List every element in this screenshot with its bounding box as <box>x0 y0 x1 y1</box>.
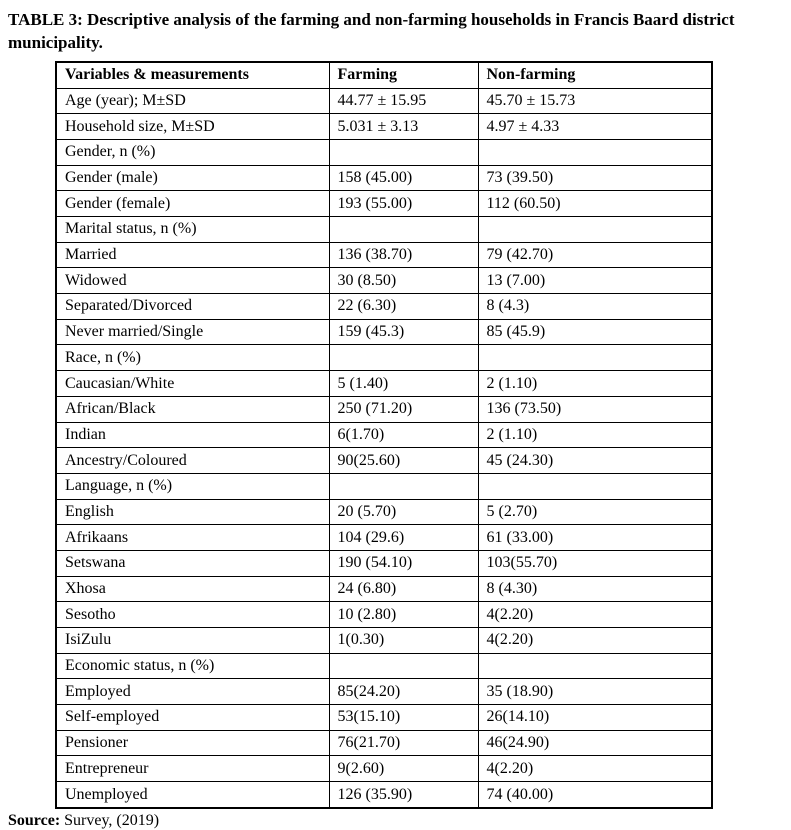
cell-nonfarming: 45.70 ± 15.73 <box>478 88 712 114</box>
cell-farming: 9(2.60) <box>329 756 478 782</box>
cell-nonfarming: 73 (39.50) <box>478 165 712 191</box>
cell-label: African/Black <box>56 396 329 422</box>
cell-label: Sesotho <box>56 602 329 628</box>
table-row <box>56 730 712 756</box>
cell-farming: 159 (45.3) <box>329 319 478 345</box>
source-note <box>8 812 791 830</box>
table-row <box>56 396 712 422</box>
cell-label: Economic status, n (%) <box>56 653 329 679</box>
cell-label: Race, n (%) <box>56 345 329 371</box>
cell-nonfarming <box>478 473 712 499</box>
section-row <box>56 217 712 243</box>
cell-label: Xhosa <box>56 576 329 602</box>
cell-nonfarming: 8 (4.30) <box>478 576 712 602</box>
cell-label: Gender (female) <box>56 191 329 217</box>
cell-label: Married <box>56 242 329 268</box>
cell-nonfarming <box>478 139 712 165</box>
cell-farming: 90(25.60) <box>329 448 478 474</box>
column-header-variables: Variables & measurements <box>56 62 329 88</box>
cell-label: Employed <box>56 679 329 705</box>
cell-farming: 104 (29.6) <box>329 525 478 551</box>
section-row <box>56 345 712 371</box>
section-row <box>56 473 712 499</box>
table-row <box>56 628 712 654</box>
source-label: Source: <box>8 811 61 829</box>
cell-nonfarming: 2 (1.10) <box>478 371 712 397</box>
cell-farming: 1(0.30) <box>329 628 478 654</box>
column-header-nonfarming: Non-farming <box>478 62 712 88</box>
table-row <box>56 165 712 191</box>
cell-farming: 190 (54.10) <box>329 550 478 576</box>
cell-label: Setswana <box>56 550 329 576</box>
cell-label: Never married/Single <box>56 319 329 345</box>
cell-farming <box>329 139 478 165</box>
cell-nonfarming: 112 (60.50) <box>478 191 712 217</box>
cell-nonfarming: 74 (40.00) <box>478 782 712 808</box>
table-row <box>56 114 712 140</box>
cell-nonfarming <box>478 217 712 243</box>
cell-farming: 22 (6.30) <box>329 294 478 320</box>
table-row <box>56 782 712 808</box>
cell-farming: 250 (71.20) <box>329 396 478 422</box>
cell-label: Entrepreneur <box>56 756 329 782</box>
table-row <box>56 499 712 525</box>
table-row <box>56 371 712 397</box>
cell-farming <box>329 473 478 499</box>
table-row <box>56 268 712 294</box>
cell-nonfarming: 4.97 ± 4.33 <box>478 114 712 140</box>
table-row <box>56 319 712 345</box>
cell-label: Widowed <box>56 268 329 294</box>
section-row <box>56 653 712 679</box>
cell-farming: 20 (5.70) <box>329 499 478 525</box>
table-row <box>56 679 712 705</box>
cell-nonfarming: 79 (42.70) <box>478 242 712 268</box>
table-row <box>56 242 712 268</box>
cell-label: Separated/Divorced <box>56 294 329 320</box>
table-row <box>56 705 712 731</box>
cell-label: Unemployed <box>56 782 329 808</box>
cell-label: Indian <box>56 422 329 448</box>
cell-label: Ancestry/Coloured <box>56 448 329 474</box>
cell-nonfarming: 35 (18.90) <box>478 679 712 705</box>
document-page <box>0 8 791 829</box>
section-row <box>56 139 712 165</box>
cell-farming: 158 (45.00) <box>329 165 478 191</box>
cell-label: Language, n (%) <box>56 473 329 499</box>
cell-label: Gender (male) <box>56 165 329 191</box>
cell-nonfarming: 136 (73.50) <box>478 396 712 422</box>
cell-nonfarming: 61 (33.00) <box>478 525 712 551</box>
cell-farming: 10 (2.80) <box>329 602 478 628</box>
cell-nonfarming: 2 (1.10) <box>478 422 712 448</box>
cell-nonfarming: 13 (7.00) <box>478 268 712 294</box>
cell-farming: 6(1.70) <box>329 422 478 448</box>
table-header-row <box>56 62 712 88</box>
cell-label: Pensioner <box>56 730 329 756</box>
cell-label: Age (year); M±SD <box>56 88 329 114</box>
table-row <box>56 191 712 217</box>
column-header-farming: Farming <box>329 62 478 88</box>
cell-farming: 193 (55.00) <box>329 191 478 217</box>
cell-nonfarming: 4(2.20) <box>478 628 712 654</box>
table-row <box>56 756 712 782</box>
cell-farming: 136 (38.70) <box>329 242 478 268</box>
table-row <box>56 550 712 576</box>
cell-nonfarming: 85 (45.9) <box>478 319 712 345</box>
cell-farming: 24 (6.80) <box>329 576 478 602</box>
table-row <box>56 576 712 602</box>
cell-nonfarming: 5 (2.70) <box>478 499 712 525</box>
cell-farming: 76(21.70) <box>329 730 478 756</box>
table-row <box>56 422 712 448</box>
table-row <box>56 525 712 551</box>
cell-farming: 30 (8.50) <box>329 268 478 294</box>
cell-nonfarming <box>478 345 712 371</box>
cell-label: Gender, n (%) <box>56 139 329 165</box>
cell-nonfarming: 4(2.20) <box>478 756 712 782</box>
table-row <box>56 448 712 474</box>
cell-nonfarming: 8 (4.3) <box>478 294 712 320</box>
cell-label: Caucasian/White <box>56 371 329 397</box>
cell-farming: 85(24.20) <box>329 679 478 705</box>
descriptive-analysis-table <box>55 61 713 809</box>
cell-label: Self-employed <box>56 705 329 731</box>
cell-farming <box>329 345 478 371</box>
table-row <box>56 88 712 114</box>
cell-label: English <box>56 499 329 525</box>
cell-nonfarming: 46(24.90) <box>478 730 712 756</box>
cell-label: Afrikaans <box>56 525 329 551</box>
source-text: Survey, (2019) <box>60 811 160 829</box>
cell-farming <box>329 653 478 679</box>
cell-nonfarming: 45 (24.30) <box>478 448 712 474</box>
cell-farming: 126 (35.90) <box>329 782 478 808</box>
table-row <box>56 602 712 628</box>
cell-nonfarming: 26(14.10) <box>478 705 712 731</box>
cell-farming: 5.031 ± 3.13 <box>329 114 478 140</box>
cell-label: Household size, M±SD <box>56 114 329 140</box>
cell-farming <box>329 217 478 243</box>
cell-nonfarming <box>478 653 712 679</box>
cell-farming: 44.77 ± 15.95 <box>329 88 478 114</box>
cell-nonfarming: 4(2.20) <box>478 602 712 628</box>
cell-label: Marital status, n (%) <box>56 217 329 243</box>
cell-farming: 5 (1.40) <box>329 371 478 397</box>
cell-label: IsiZulu <box>56 628 329 654</box>
table-caption: TABLE 3: Descriptive analysis of the farming and non-farming households in Francis Baard district municipality. <box>8 10 735 53</box>
cell-farming: 53(15.10) <box>329 705 478 731</box>
table-row <box>56 294 712 320</box>
cell-nonfarming: 103(55.70) <box>478 550 712 576</box>
